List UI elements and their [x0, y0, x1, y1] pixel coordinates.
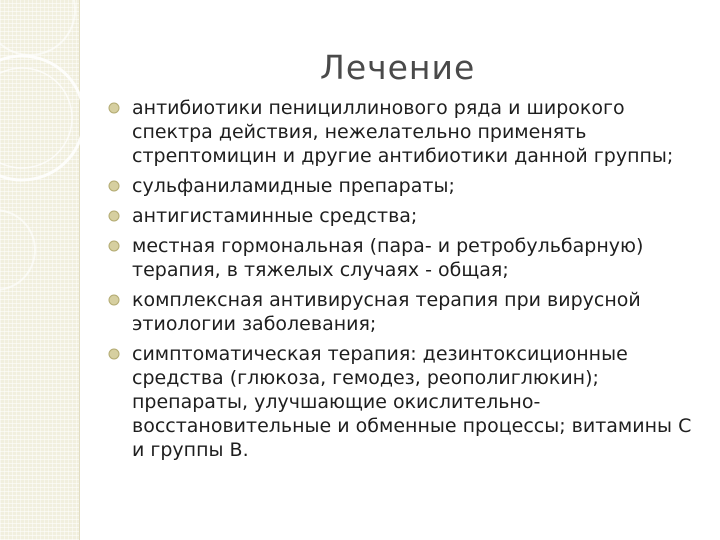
list-item-text: комплексная антивирусная терапия при вирусной этиологии заболевания; [132, 289, 641, 335]
list-item [100, 234, 700, 282]
slide-title: Лечение [320, 48, 476, 87]
list-item [100, 288, 700, 336]
list-item-text: антигистаминные средства; [132, 205, 418, 227]
list-item [100, 96, 700, 168]
circle-bullet-icon [108, 180, 120, 192]
list-item-text: антибиотики пенициллинового ряда и широкого спектра действия, нежелательно применять стрептомицин и другие антибиотики данной группы; [132, 97, 674, 167]
list-item [100, 342, 700, 462]
circle-bullet-icon [108, 210, 120, 222]
list-item [100, 174, 700, 198]
circle-bullet-icon [108, 240, 120, 252]
treatment-list [100, 96, 700, 468]
list-item-text: симптоматическая терапия: дезинтоксиционные средства (глюкоза, гемодез, реополиглюкин); препараты, улучшающие окислительно-восстановительные и обменные процессы; витамины С и группы В. [132, 343, 692, 461]
decorative-side-panel [0, 0, 80, 540]
circle-bullet-icon [108, 102, 120, 114]
circle-bullet-icon [108, 348, 120, 360]
circle-bullet-icon [108, 294, 120, 306]
decorative-rings-icon [0, 0, 80, 540]
list-item-text: сульфаниламидные препараты; [132, 175, 455, 197]
list-item-text: местная гормональная (пара- и ретробульбарную) терапия, в тяжелых случаях - общая; [132, 235, 644, 281]
list-item [100, 204, 700, 228]
